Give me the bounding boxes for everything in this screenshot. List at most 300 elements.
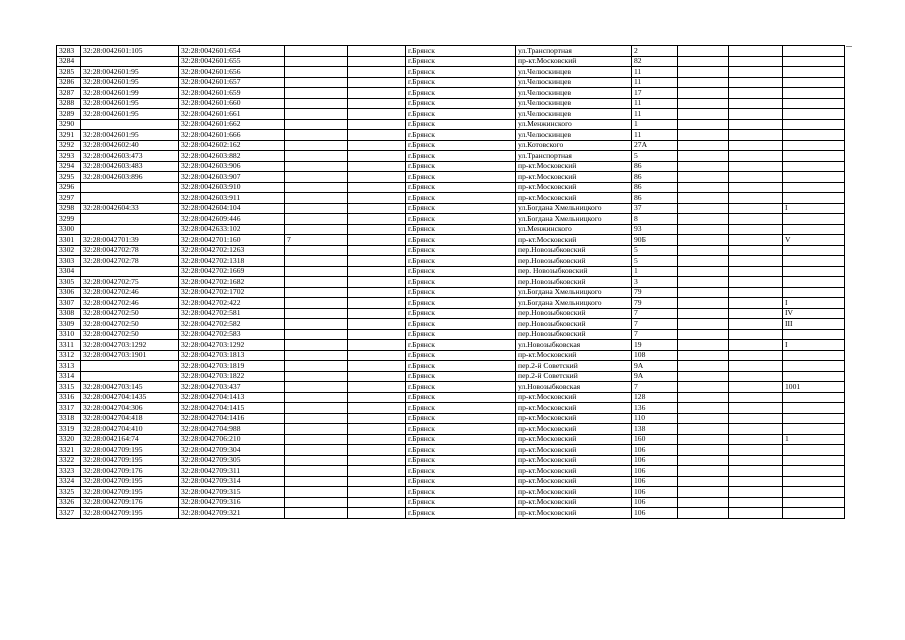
table-row bbox=[57, 140, 845, 151]
cadastral-number-cell: 32:28:0042601:659 bbox=[179, 88, 285, 99]
city-cell: г.Брянск bbox=[406, 350, 516, 361]
blank-cell-3 bbox=[729, 214, 783, 225]
unit-cell: IV bbox=[783, 308, 845, 319]
unit-cell: I bbox=[783, 203, 845, 214]
blank-cell-3 bbox=[729, 329, 783, 340]
parent-cadastral-number-cell: 32:28:0042709:195 bbox=[81, 455, 179, 466]
blank-cell-3 bbox=[729, 371, 783, 382]
cadastral-number-cell: 32:28:0042702:581 bbox=[179, 308, 285, 319]
unit-cell bbox=[783, 140, 845, 151]
cadastral-number-cell: 32:28:0042703:437 bbox=[179, 382, 285, 393]
blank-cell-2 bbox=[678, 487, 729, 498]
cadastral-number-cell: 32:28:0042601:666 bbox=[179, 130, 285, 141]
table-row bbox=[57, 130, 845, 141]
row-number-cell: 3286 bbox=[57, 77, 81, 88]
blank-cell-3 bbox=[729, 497, 783, 508]
blank-cell bbox=[348, 77, 406, 88]
extra-number-cell bbox=[285, 445, 348, 456]
city-cell: г.Брянск bbox=[406, 371, 516, 382]
extra-number-cell bbox=[285, 67, 348, 78]
blank-cell bbox=[348, 119, 406, 130]
unit-cell: III bbox=[783, 319, 845, 330]
cadastral-number-cell: 32:28:0042601:661 bbox=[179, 109, 285, 120]
blank-cell-2 bbox=[678, 277, 729, 288]
cadastral-number-cell: 32:28:0042703:1292 bbox=[179, 340, 285, 351]
cadastral-number-cell: 32:28:0042601:657 bbox=[179, 77, 285, 88]
extra-number-cell bbox=[285, 46, 348, 57]
row-number-cell: 3283 bbox=[57, 46, 81, 57]
unit-cell bbox=[783, 245, 845, 256]
parent-cadastral-number-cell: 32:28:0042601:99 bbox=[81, 88, 179, 99]
house-number-cell: 19 bbox=[632, 340, 678, 351]
extra-number-cell bbox=[285, 266, 348, 277]
blank-cell-3 bbox=[729, 182, 783, 193]
row-number-cell: 3292 bbox=[57, 140, 81, 151]
extra-number-cell bbox=[285, 161, 348, 172]
cadastral-number-cell: 32:28:0042709:314 bbox=[179, 476, 285, 487]
table-row bbox=[57, 497, 845, 508]
extra-number-cell bbox=[285, 382, 348, 393]
extra-number-cell bbox=[285, 497, 348, 508]
cadastral-number-cell: 32:28:0042604:104 bbox=[179, 203, 285, 214]
row-number-cell: 3315 bbox=[57, 382, 81, 393]
table-row bbox=[57, 340, 845, 351]
city-cell: г.Брянск bbox=[406, 130, 516, 141]
unit-cell bbox=[783, 182, 845, 193]
blank-cell-2 bbox=[678, 287, 729, 298]
table-row bbox=[57, 151, 845, 162]
unit-cell bbox=[783, 466, 845, 477]
table-row bbox=[57, 98, 845, 109]
blank-cell bbox=[348, 193, 406, 204]
city-cell: г.Брянск bbox=[406, 508, 516, 519]
blank-cell-3 bbox=[729, 256, 783, 267]
parent-cadastral-number-cell bbox=[81, 361, 179, 372]
parent-cadastral-number-cell: 32:28:0042604:33 bbox=[81, 203, 179, 214]
table-row bbox=[57, 445, 845, 456]
unit-cell bbox=[783, 413, 845, 424]
blank-cell-3 bbox=[729, 434, 783, 445]
blank-cell-2 bbox=[678, 413, 729, 424]
table-row bbox=[57, 413, 845, 424]
blank-cell-3 bbox=[729, 287, 783, 298]
parent-cadastral-number-cell: 32:28:0042164:74 bbox=[81, 434, 179, 445]
blank-cell-2 bbox=[678, 151, 729, 162]
blank-cell-3 bbox=[729, 151, 783, 162]
blank-cell bbox=[348, 224, 406, 235]
parent-cadastral-number-cell: 32:28:0042702:78 bbox=[81, 245, 179, 256]
table-row bbox=[57, 256, 845, 267]
blank-cell-2 bbox=[678, 46, 729, 57]
street-cell: пр-кт.Московский bbox=[516, 434, 632, 445]
city-cell: г.Брянск bbox=[406, 382, 516, 393]
street-cell: ул.Транспортная bbox=[516, 46, 632, 57]
street-cell: ул.Новозыбковская bbox=[516, 382, 632, 393]
row-number-cell: 3302 bbox=[57, 245, 81, 256]
extra-number-cell bbox=[285, 245, 348, 256]
row-number-cell: 3296 bbox=[57, 182, 81, 193]
cadastral-number-cell: 32:28:0042702:422 bbox=[179, 298, 285, 309]
blank-cell-3 bbox=[729, 487, 783, 498]
cadastral-number-cell: 32:28:0042709:316 bbox=[179, 497, 285, 508]
unit-cell bbox=[783, 329, 845, 340]
house-number-cell: 128 bbox=[632, 392, 678, 403]
extra-number-cell bbox=[285, 455, 348, 466]
blank-cell bbox=[348, 329, 406, 340]
city-cell: г.Брянск bbox=[406, 193, 516, 204]
blank-cell bbox=[348, 140, 406, 151]
unit-cell bbox=[783, 361, 845, 372]
blank-cell-3 bbox=[729, 350, 783, 361]
blank-cell bbox=[348, 508, 406, 519]
city-cell: г.Брянск bbox=[406, 151, 516, 162]
house-number-cell: 9А bbox=[632, 361, 678, 372]
parent-cadastral-number-cell bbox=[81, 193, 179, 204]
table-row bbox=[57, 161, 845, 172]
extra-number-cell bbox=[285, 287, 348, 298]
street-cell: ул.Богдана Хмельницкого bbox=[516, 287, 632, 298]
cadastral-number-cell: 32:28:0042609:446 bbox=[179, 214, 285, 225]
street-cell: пр-кт.Московский bbox=[516, 182, 632, 193]
blank-cell-2 bbox=[678, 109, 729, 120]
city-cell: г.Брянск bbox=[406, 77, 516, 88]
table-row bbox=[57, 67, 845, 78]
blank-cell-3 bbox=[729, 119, 783, 130]
cadastral-number-cell: 32:28:0042601:662 bbox=[179, 119, 285, 130]
row-number-cell: 3297 bbox=[57, 193, 81, 204]
extra-number-cell bbox=[285, 277, 348, 288]
parent-cadastral-number-cell bbox=[81, 224, 179, 235]
blank-cell-3 bbox=[729, 98, 783, 109]
blank-cell-2 bbox=[678, 119, 729, 130]
blank-cell bbox=[348, 235, 406, 246]
row-number-cell: 3307 bbox=[57, 298, 81, 309]
parent-cadastral-number-cell: 32:28:0042603:483 bbox=[81, 161, 179, 172]
blank-cell-3 bbox=[729, 245, 783, 256]
blank-cell bbox=[348, 56, 406, 67]
parent-cadastral-number-cell: 32:28:0042702:46 bbox=[81, 298, 179, 309]
parent-cadastral-number-cell: 32:28:0042709:176 bbox=[81, 466, 179, 477]
street-cell: ул.Богдана Хмельницкого bbox=[516, 214, 632, 225]
street-cell: ул.Богдана Хмельницкого bbox=[516, 203, 632, 214]
parent-cadastral-number-cell: 32:28:0042702:78 bbox=[81, 256, 179, 267]
blank-cell bbox=[348, 424, 406, 435]
house-number-cell: 37 bbox=[632, 203, 678, 214]
parent-cadastral-number-cell: 32:28:0042701:39 bbox=[81, 235, 179, 246]
cadastral-number-cell: 32:28:0042702:1318 bbox=[179, 256, 285, 267]
house-number-cell: 82 bbox=[632, 56, 678, 67]
extra-number-cell bbox=[285, 361, 348, 372]
extra-number-cell bbox=[285, 350, 348, 361]
unit-cell bbox=[783, 266, 845, 277]
street-cell: ул.Котовского bbox=[516, 140, 632, 151]
row-number-cell: 3312 bbox=[57, 350, 81, 361]
extra-number-cell bbox=[285, 508, 348, 519]
blank-cell bbox=[348, 476, 406, 487]
cadastral-number-cell: 32:28:0042702:1263 bbox=[179, 245, 285, 256]
table-row bbox=[57, 182, 845, 193]
street-cell: пр-кт.Московский bbox=[516, 403, 632, 414]
blank-cell-3 bbox=[729, 308, 783, 319]
extra-number-cell bbox=[285, 182, 348, 193]
table-row bbox=[57, 308, 845, 319]
house-number-cell: 136 bbox=[632, 403, 678, 414]
unit-cell bbox=[783, 119, 845, 130]
extra-number-cell bbox=[285, 109, 348, 120]
street-cell: пр-кт.Московский bbox=[516, 350, 632, 361]
blank-cell-2 bbox=[678, 434, 729, 445]
blank-cell-2 bbox=[678, 266, 729, 277]
street-cell: ул.Менжинского bbox=[516, 119, 632, 130]
table-row bbox=[57, 88, 845, 99]
unit-cell bbox=[783, 508, 845, 519]
blank-cell-3 bbox=[729, 161, 783, 172]
cadastral-number-cell: 32:28:0042702:583 bbox=[179, 329, 285, 340]
street-cell: пр-кт.Московский bbox=[516, 193, 632, 204]
blank-cell-2 bbox=[678, 56, 729, 67]
cadastral-number-cell: 32:28:0042603:911 bbox=[179, 193, 285, 204]
extra-number-cell bbox=[285, 98, 348, 109]
street-cell: ул.Менжинского bbox=[516, 224, 632, 235]
blank-cell bbox=[348, 266, 406, 277]
street-cell: пр-кт.Московский bbox=[516, 445, 632, 456]
blank-cell-3 bbox=[729, 235, 783, 246]
blank-cell-2 bbox=[678, 508, 729, 519]
unit-cell bbox=[783, 88, 845, 99]
table-row bbox=[57, 329, 845, 340]
blank-cell bbox=[348, 350, 406, 361]
extra-number-cell bbox=[285, 151, 348, 162]
unit-cell bbox=[783, 497, 845, 508]
blank-cell bbox=[348, 46, 406, 57]
extra-number-cell bbox=[285, 256, 348, 267]
city-cell: г.Брянск bbox=[406, 140, 516, 151]
cadastral-number-cell: 32:28:0042704:1413 bbox=[179, 392, 285, 403]
city-cell: г.Брянск bbox=[406, 392, 516, 403]
extra-number-cell bbox=[285, 434, 348, 445]
street-cell: пр-кт.Московский bbox=[516, 487, 632, 498]
blank-cell-3 bbox=[729, 88, 783, 99]
street-cell: пер.2-й Советский bbox=[516, 361, 632, 372]
parent-cadastral-number-cell bbox=[81, 371, 179, 382]
extra-number-cell bbox=[285, 329, 348, 340]
street-cell: пр-кт.Московский bbox=[516, 161, 632, 172]
row-number-cell: 3317 bbox=[57, 403, 81, 414]
cadastral-number-cell: 32:28:0042603:907 bbox=[179, 172, 285, 183]
street-cell: пр-кт.Московский bbox=[516, 497, 632, 508]
table-row bbox=[57, 235, 845, 246]
blank-cell bbox=[348, 98, 406, 109]
blank-cell-3 bbox=[729, 466, 783, 477]
house-number-cell: 17 bbox=[632, 88, 678, 99]
blank-cell bbox=[348, 214, 406, 225]
unit-cell bbox=[783, 109, 845, 120]
row-number-cell: 3291 bbox=[57, 130, 81, 141]
cadastral-number-cell: 32:28:0042603:906 bbox=[179, 161, 285, 172]
blank-cell-3 bbox=[729, 445, 783, 456]
table-row bbox=[57, 476, 845, 487]
registry-body bbox=[57, 46, 845, 519]
blank-cell-2 bbox=[678, 130, 729, 141]
cadastral-number-cell: 32:28:0042602:162 bbox=[179, 140, 285, 151]
table-row bbox=[57, 77, 845, 88]
unit-cell bbox=[783, 476, 845, 487]
extra-number-cell bbox=[285, 319, 348, 330]
extra-number-cell bbox=[285, 56, 348, 67]
unit-cell bbox=[783, 287, 845, 298]
street-cell: пр-кт.Московский bbox=[516, 476, 632, 487]
blank-cell-2 bbox=[678, 256, 729, 267]
city-cell: г.Брянск bbox=[406, 119, 516, 130]
extra-number-cell bbox=[285, 119, 348, 130]
parent-cadastral-number-cell: 32:28:0042601:95 bbox=[81, 98, 179, 109]
street-cell: пр-кт.Московский bbox=[516, 56, 632, 67]
unit-cell bbox=[783, 172, 845, 183]
house-number-cell: 5 bbox=[632, 256, 678, 267]
blank-cell-2 bbox=[678, 340, 729, 351]
blank-cell-3 bbox=[729, 77, 783, 88]
street-cell: ул.Челюскинцев bbox=[516, 130, 632, 141]
unit-cell bbox=[783, 130, 845, 141]
parent-cadastral-number-cell: 32:28:0042702:46 bbox=[81, 287, 179, 298]
parent-cadastral-number-cell: 32:28:0042709:176 bbox=[81, 497, 179, 508]
house-number-cell: 1 bbox=[632, 119, 678, 130]
row-number-cell: 3287 bbox=[57, 88, 81, 99]
parent-cadastral-number-cell: 32:28:0042601:95 bbox=[81, 130, 179, 141]
street-cell: пр-кт.Московский bbox=[516, 172, 632, 183]
city-cell: г.Брянск bbox=[406, 466, 516, 477]
table-row bbox=[57, 287, 845, 298]
house-number-cell: 106 bbox=[632, 508, 678, 519]
table-row bbox=[57, 109, 845, 120]
row-number-cell: 3294 bbox=[57, 161, 81, 172]
extra-number-cell bbox=[285, 193, 348, 204]
street-cell: пр-кт.Московский bbox=[516, 455, 632, 466]
city-cell: г.Брянск bbox=[406, 203, 516, 214]
blank-cell-3 bbox=[729, 361, 783, 372]
extra-number-cell bbox=[285, 403, 348, 414]
blank-cell-3 bbox=[729, 109, 783, 120]
unit-cell bbox=[783, 487, 845, 498]
blank-cell bbox=[348, 182, 406, 193]
house-number-cell: 8 bbox=[632, 214, 678, 225]
unit-cell bbox=[783, 214, 845, 225]
table-row bbox=[57, 56, 845, 67]
street-cell: пер.Новозыбковский bbox=[516, 277, 632, 288]
blank-cell-2 bbox=[678, 329, 729, 340]
blank-cell-2 bbox=[678, 308, 729, 319]
table-row bbox=[57, 487, 845, 498]
house-number-cell: 9А bbox=[632, 371, 678, 382]
city-cell: г.Брянск bbox=[406, 266, 516, 277]
unit-cell: V bbox=[783, 235, 845, 246]
table-row bbox=[57, 424, 845, 435]
row-number-cell: 3314 bbox=[57, 371, 81, 382]
row-number-cell: 3324 bbox=[57, 476, 81, 487]
blank-cell-2 bbox=[678, 455, 729, 466]
extra-number-cell bbox=[285, 172, 348, 183]
blank-cell bbox=[348, 445, 406, 456]
blank-cell bbox=[348, 151, 406, 162]
parent-cadastral-number-cell: 32:28:0042601:95 bbox=[81, 109, 179, 120]
blank-cell-2 bbox=[678, 77, 729, 88]
cadastral-number-cell: 32:28:0042603:910 bbox=[179, 182, 285, 193]
cadastral-number-cell: 32:28:0042706:210 bbox=[179, 434, 285, 445]
street-cell: пер.2-й Советский bbox=[516, 371, 632, 382]
parent-cadastral-number-cell: 32:28:0042709:195 bbox=[81, 445, 179, 456]
row-number-cell: 3316 bbox=[57, 392, 81, 403]
table-row bbox=[57, 119, 845, 130]
extra-number-cell bbox=[285, 308, 348, 319]
street-cell: ул.Челюскинцев bbox=[516, 67, 632, 78]
cadastral-number-cell: 32:28:0042703:1822 bbox=[179, 371, 285, 382]
house-number-cell: 7 bbox=[632, 329, 678, 340]
parent-cadastral-number-cell bbox=[81, 119, 179, 130]
blank-cell-3 bbox=[729, 67, 783, 78]
row-number-cell: 3306 bbox=[57, 287, 81, 298]
parent-cadastral-number-cell bbox=[81, 56, 179, 67]
cadastral-number-cell: 32:28:0042702:582 bbox=[179, 319, 285, 330]
parent-cadastral-number-cell bbox=[81, 266, 179, 277]
row-number-cell: 3289 bbox=[57, 109, 81, 120]
row-number-cell: 3310 bbox=[57, 329, 81, 340]
parent-cadastral-number-cell: 32:28:0042603:473 bbox=[81, 151, 179, 162]
cadastral-number-cell: 32:28:0042704:1416 bbox=[179, 413, 285, 424]
city-cell: г.Брянск bbox=[406, 235, 516, 246]
blank-cell bbox=[348, 455, 406, 466]
table-row bbox=[57, 466, 845, 477]
extra-number-cell bbox=[285, 487, 348, 498]
blank-cell bbox=[348, 371, 406, 382]
house-number-cell: 138 bbox=[632, 424, 678, 435]
house-number-cell: 5 bbox=[632, 245, 678, 256]
registry-table bbox=[56, 45, 845, 519]
blank-cell-3 bbox=[729, 455, 783, 466]
extra-number-cell bbox=[285, 298, 348, 309]
row-number-cell: 3299 bbox=[57, 214, 81, 225]
unit-cell bbox=[783, 151, 845, 162]
street-cell: пер.Новозыбковский bbox=[516, 308, 632, 319]
table-row bbox=[57, 392, 845, 403]
blank-cell-3 bbox=[729, 266, 783, 277]
house-number-cell: 1 bbox=[632, 266, 678, 277]
blank-cell-3 bbox=[729, 403, 783, 414]
cadastral-number-cell: 32:28:0042702:1702 bbox=[179, 287, 285, 298]
table-row bbox=[57, 214, 845, 225]
parent-cadastral-number-cell: 32:28:0042709:195 bbox=[81, 508, 179, 519]
row-number-cell: 3305 bbox=[57, 277, 81, 288]
blank-cell bbox=[348, 340, 406, 351]
parent-cadastral-number-cell bbox=[81, 214, 179, 225]
city-cell: г.Брянск bbox=[406, 256, 516, 267]
table-row bbox=[57, 371, 845, 382]
blank-cell-3 bbox=[729, 424, 783, 435]
blank-cell-2 bbox=[678, 476, 729, 487]
parent-cadastral-number-cell: 32:28:0042709:195 bbox=[81, 476, 179, 487]
city-cell: г.Брянск bbox=[406, 46, 516, 57]
house-number-cell: 7 bbox=[632, 319, 678, 330]
parent-cadastral-number-cell: 32:28:0042702:50 bbox=[81, 319, 179, 330]
city-cell: г.Брянск bbox=[406, 88, 516, 99]
unit-cell bbox=[783, 256, 845, 267]
blank-cell-2 bbox=[678, 67, 729, 78]
cadastral-number-cell: 32:28:0042601:654 bbox=[179, 46, 285, 57]
cadastral-number-cell: 32:28:0042709:305 bbox=[179, 455, 285, 466]
blank-cell bbox=[348, 308, 406, 319]
table-row bbox=[57, 350, 845, 361]
extra-number-cell bbox=[285, 214, 348, 225]
city-cell: г.Брянск bbox=[406, 424, 516, 435]
